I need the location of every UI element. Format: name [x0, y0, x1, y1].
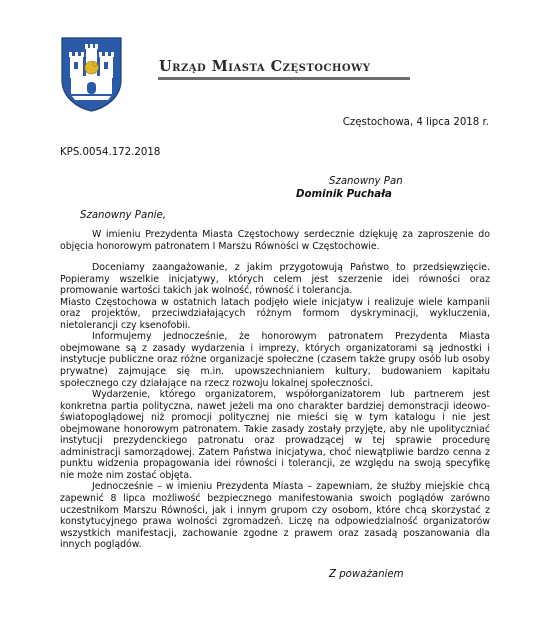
office-name: Urząd Miasta Częstochowy: [159, 58, 371, 75]
paragraph: Wydarzenie, którego organizatorem, współorganizatorem lub partnerem jest konkretna partia polityczna, nawet jeżeli ma ono charakter bardziej demonstracji ideowo-światopoglądowej niż promocji politycznej nie mieści się w tym katalogu i nie jest obejmowane honorowym patronatem. Takie zasady zostały przyjęte, aby nie upolityczniać instytucji prezydenckiego patronatu oraz prowadzącej w tej sprawie procedurę administracji samorządowej. Zatem Państwa inicjatywa, choć niewątpliwie bardzo cenna z punktu widzenia propagowania idei równości i tolerancji, ze względu na swoją specyfikę nie może nim zostać objęta.: [60, 389, 490, 481]
paragraph: Doceniamy zaangażowanie, z jakim przygotowują Państwo to przedsięwzięcie. Popieramy wszelkie inicjatywy, których celem jest szerzenie idei równości oraz promowanie wartości takich jak wolność, równość i tolerancja.: [60, 262, 490, 297]
greeting: Szanowny Panie,: [80, 210, 166, 221]
paragraph: Jednocześnie – w imieniu Prezydenta Miasta – zapewniam, że służby miejskie chcą zapewnić 8 lipca możliwość bezpiecznego manifestowania swoich poglądów zarówno uczestnikom Marszu Równości, jak i innym grupom czy osobom, które chcą skorzystać z konstytucyjnego prawa wolności zgromadzeń. Liczę na odpowiedzialność organizatorów wszystkich manifestacji, zachowanie zgodne z prawem oraz zasadą poszanowania dla innych poglądów.: [60, 481, 490, 551]
city-coat-of-arms-icon: [60, 36, 123, 112]
paragraph: W imieniu Prezydenta Miasta Częstochowy serdecznie dziękuję za zaproszenie do objęcia honorowym patronatem I Marszu Równości w Częstochowie.: [60, 229, 490, 252]
closing: Z poważaniem: [329, 569, 404, 580]
paragraph: Informujemy jednocześnie, że honorowym patronatem Prezydenta Miasta obejmowane są z zasady wydarzenia i imprezy, których organizatorami są jednostki i instytucje publiczne oraz różne organizacje społeczne (czasem także grupy osób lub osoby prywatne) zajmujące się m.in. upowszechnianiem kultury, budowaniem kapitału społecznego czy działające na rzecz rozwoju lokalnej społeczności.: [60, 331, 490, 389]
place-and-date: Częstochowa, 4 lipca 2018 r.: [342, 117, 489, 128]
letterhead-divider: [158, 77, 410, 80]
letter-body: [60, 229, 490, 551]
salutation-title: Szanowny Pan: [329, 176, 403, 187]
recipient-name: Dominik Puchała: [296, 189, 392, 200]
paragraph: Miasto Częstochowa w ostatnich latach podjęło wiele inicjatyw i realizuje wiele kampanii oraz projektów, przeciwdziałających różnym formom dyskryminacji, wykluczenia, nietolerancji czy ksenofobii.: [60, 296, 490, 331]
reference-number: KPS.0054.172.2018: [60, 147, 161, 158]
